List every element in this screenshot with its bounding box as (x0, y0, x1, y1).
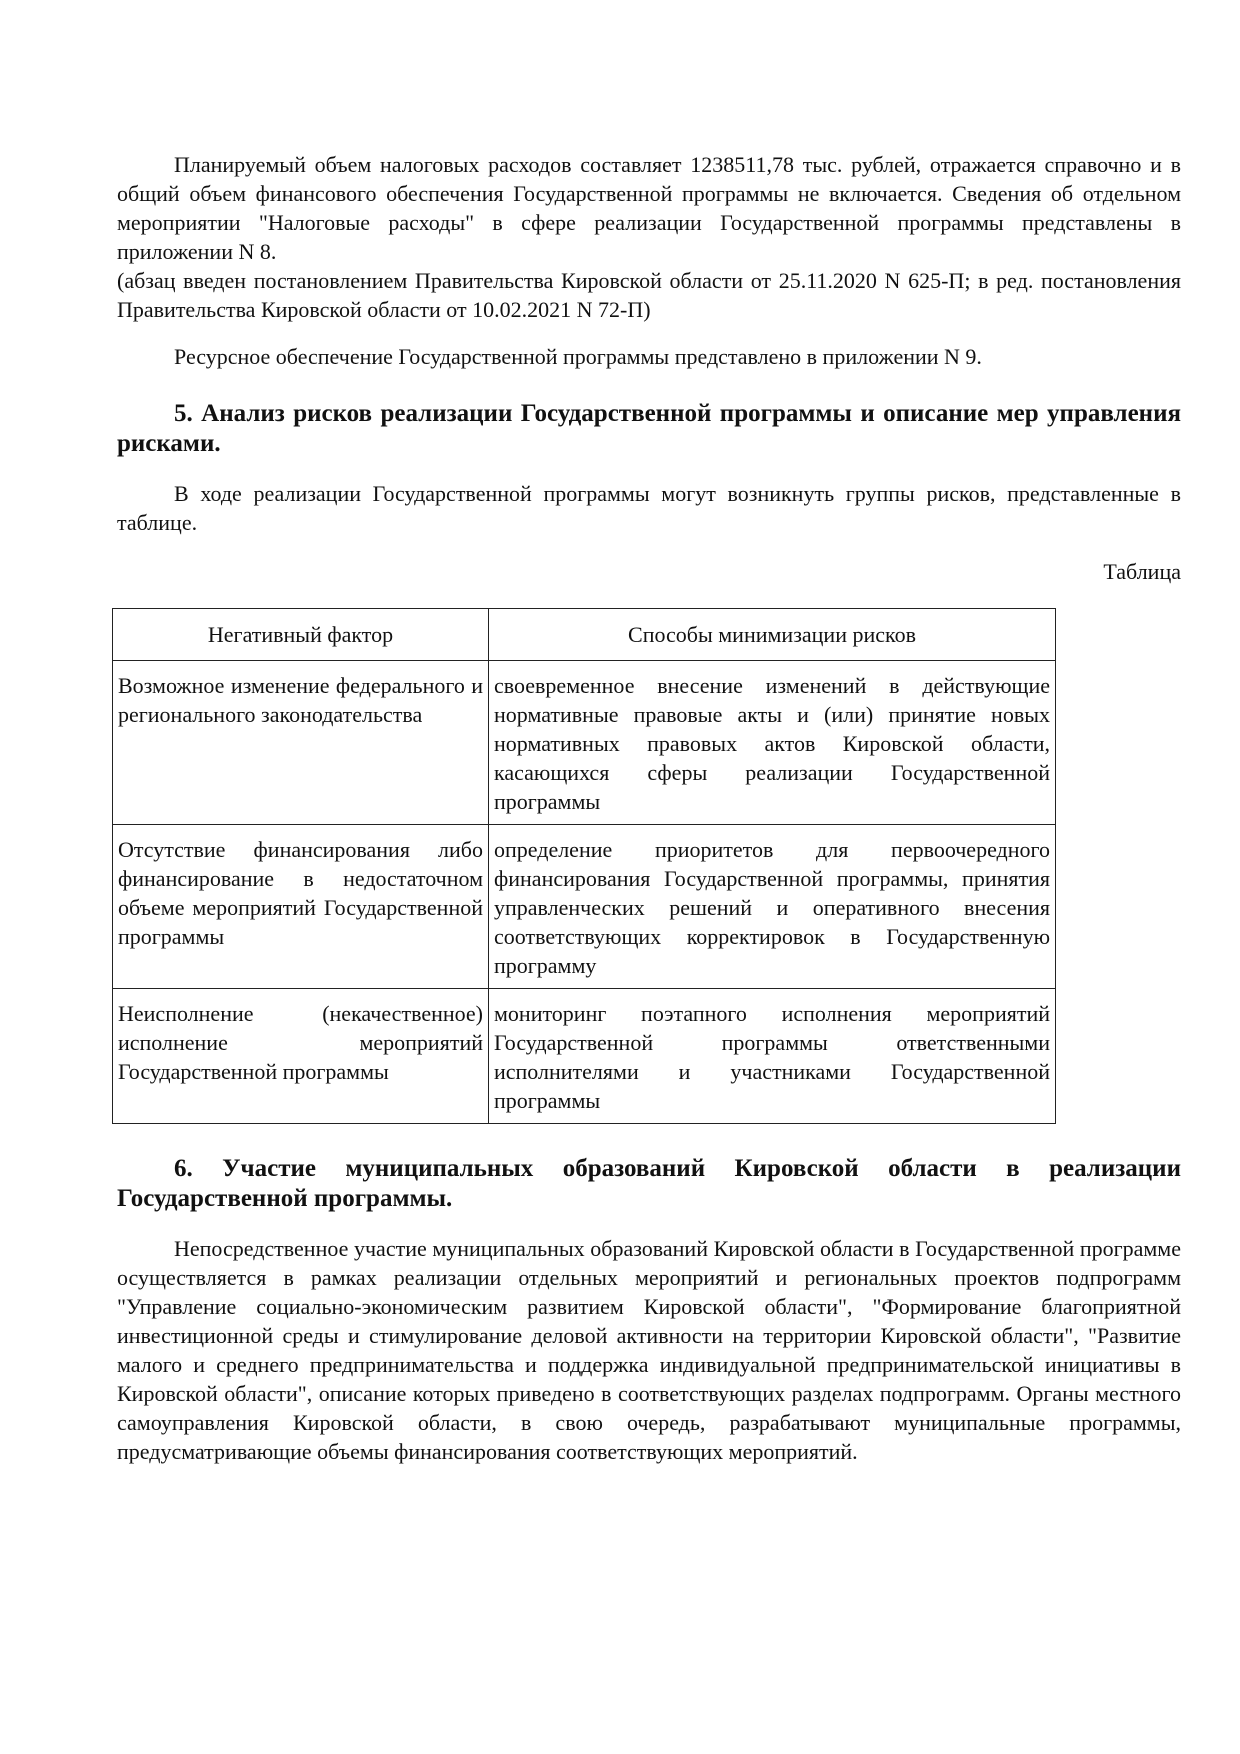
paragraph-risks-intro: В ходе реализации Государственной программы могут возникнуть группы рисков, представленные в таблице. (117, 481, 1181, 535)
table-row (113, 661, 1056, 825)
minimization-cell: своевременное внесение изменений в действующие нормативные правовые акты и (или) принятие новых нормативных правовых актов Кировской области, касающихся сферы реализации Государственной программы (489, 661, 1056, 825)
paragraph-tax-expenses: Планируемый объем налоговых расходов составляет 1238511,78 тыс. рублей, отражается справочно и в общий объем финансового обеспечения Государственной программы не включается. Сведения об отдельном мероприятии "Налоговые расходы" в сфере реализации Государственной программы представлены в приложении N 8. (117, 152, 1181, 264)
risks-table (112, 608, 1056, 1124)
negative-factor-cell: Возможное изменение федерального и регионального законодательства (113, 661, 489, 825)
paragraph-municipal-participation: Непосредственное участие муниципальных образований Кировской области в Государственной программе осуществляется в рамках реализации отдельных мероприятий и региональных проектов подпрограмм "Управление социально-экономическим развитием Кировской области", "Формирование благоприятной инвестиционной среды и стимулирование деловой активности на территории Кировской области", "Развитие малого и среднего предпринимательства и поддержка индивидуальной предпринимательской инициативы в Кировской области", описание которых приведено в соответствующих разделах подпрограмм. Органы местного самоуправления Кировской области, в свою очередь, разрабатывают муниципальные программы, предусматривающие объемы финансирования соответствующих мероприятий. (117, 1236, 1181, 1464)
table-row (113, 825, 1056, 989)
paragraph-resources: Ресурсное обеспечение Государственной программы представлено в приложении N 9. (174, 344, 982, 369)
section-5-heading: 5. Анализ рисков реализации Государственной программы и описание мер управления рисками. (117, 400, 1181, 457)
table-row (113, 989, 1056, 1124)
header-negative-factor: Негативный фактор (113, 609, 489, 661)
amendment-note: (абзац введен постановлением Правительства Кировской области от 25.11.2020 N 625-П; в ред. постановления Правительства Кировской области от 10.02.2021 N 72-П) (117, 268, 1181, 322)
header-risk-minimization: Способы минимизации рисков (489, 609, 1056, 661)
table-header-row (113, 609, 1056, 661)
minimization-cell: определение приоритетов для первоочередного финансирования Государственной программы, принятия управленческих решений и оперативного внесения соответствующих корректировок в Государственную программу (489, 825, 1056, 989)
minimization-cell: мониторинг поэтапного исполнения мероприятий Государственной программы ответственными исполнителями и участниками Государственной программы (489, 989, 1056, 1124)
table-caption: Таблица (1103, 559, 1181, 584)
negative-factor-cell: Неисполнение (некачественное) исполнение мероприятий Государственной программы (113, 989, 489, 1124)
negative-factor-cell: Отсутствие финансирования либо финансирование в недостаточном объеме мероприятий Государственной программы (113, 825, 489, 989)
section-6-heading: 6. Участие муниципальных образований Кировской области в реализации Государственной программы. (117, 1155, 1181, 1212)
document-content (117, 150, 1181, 1466)
